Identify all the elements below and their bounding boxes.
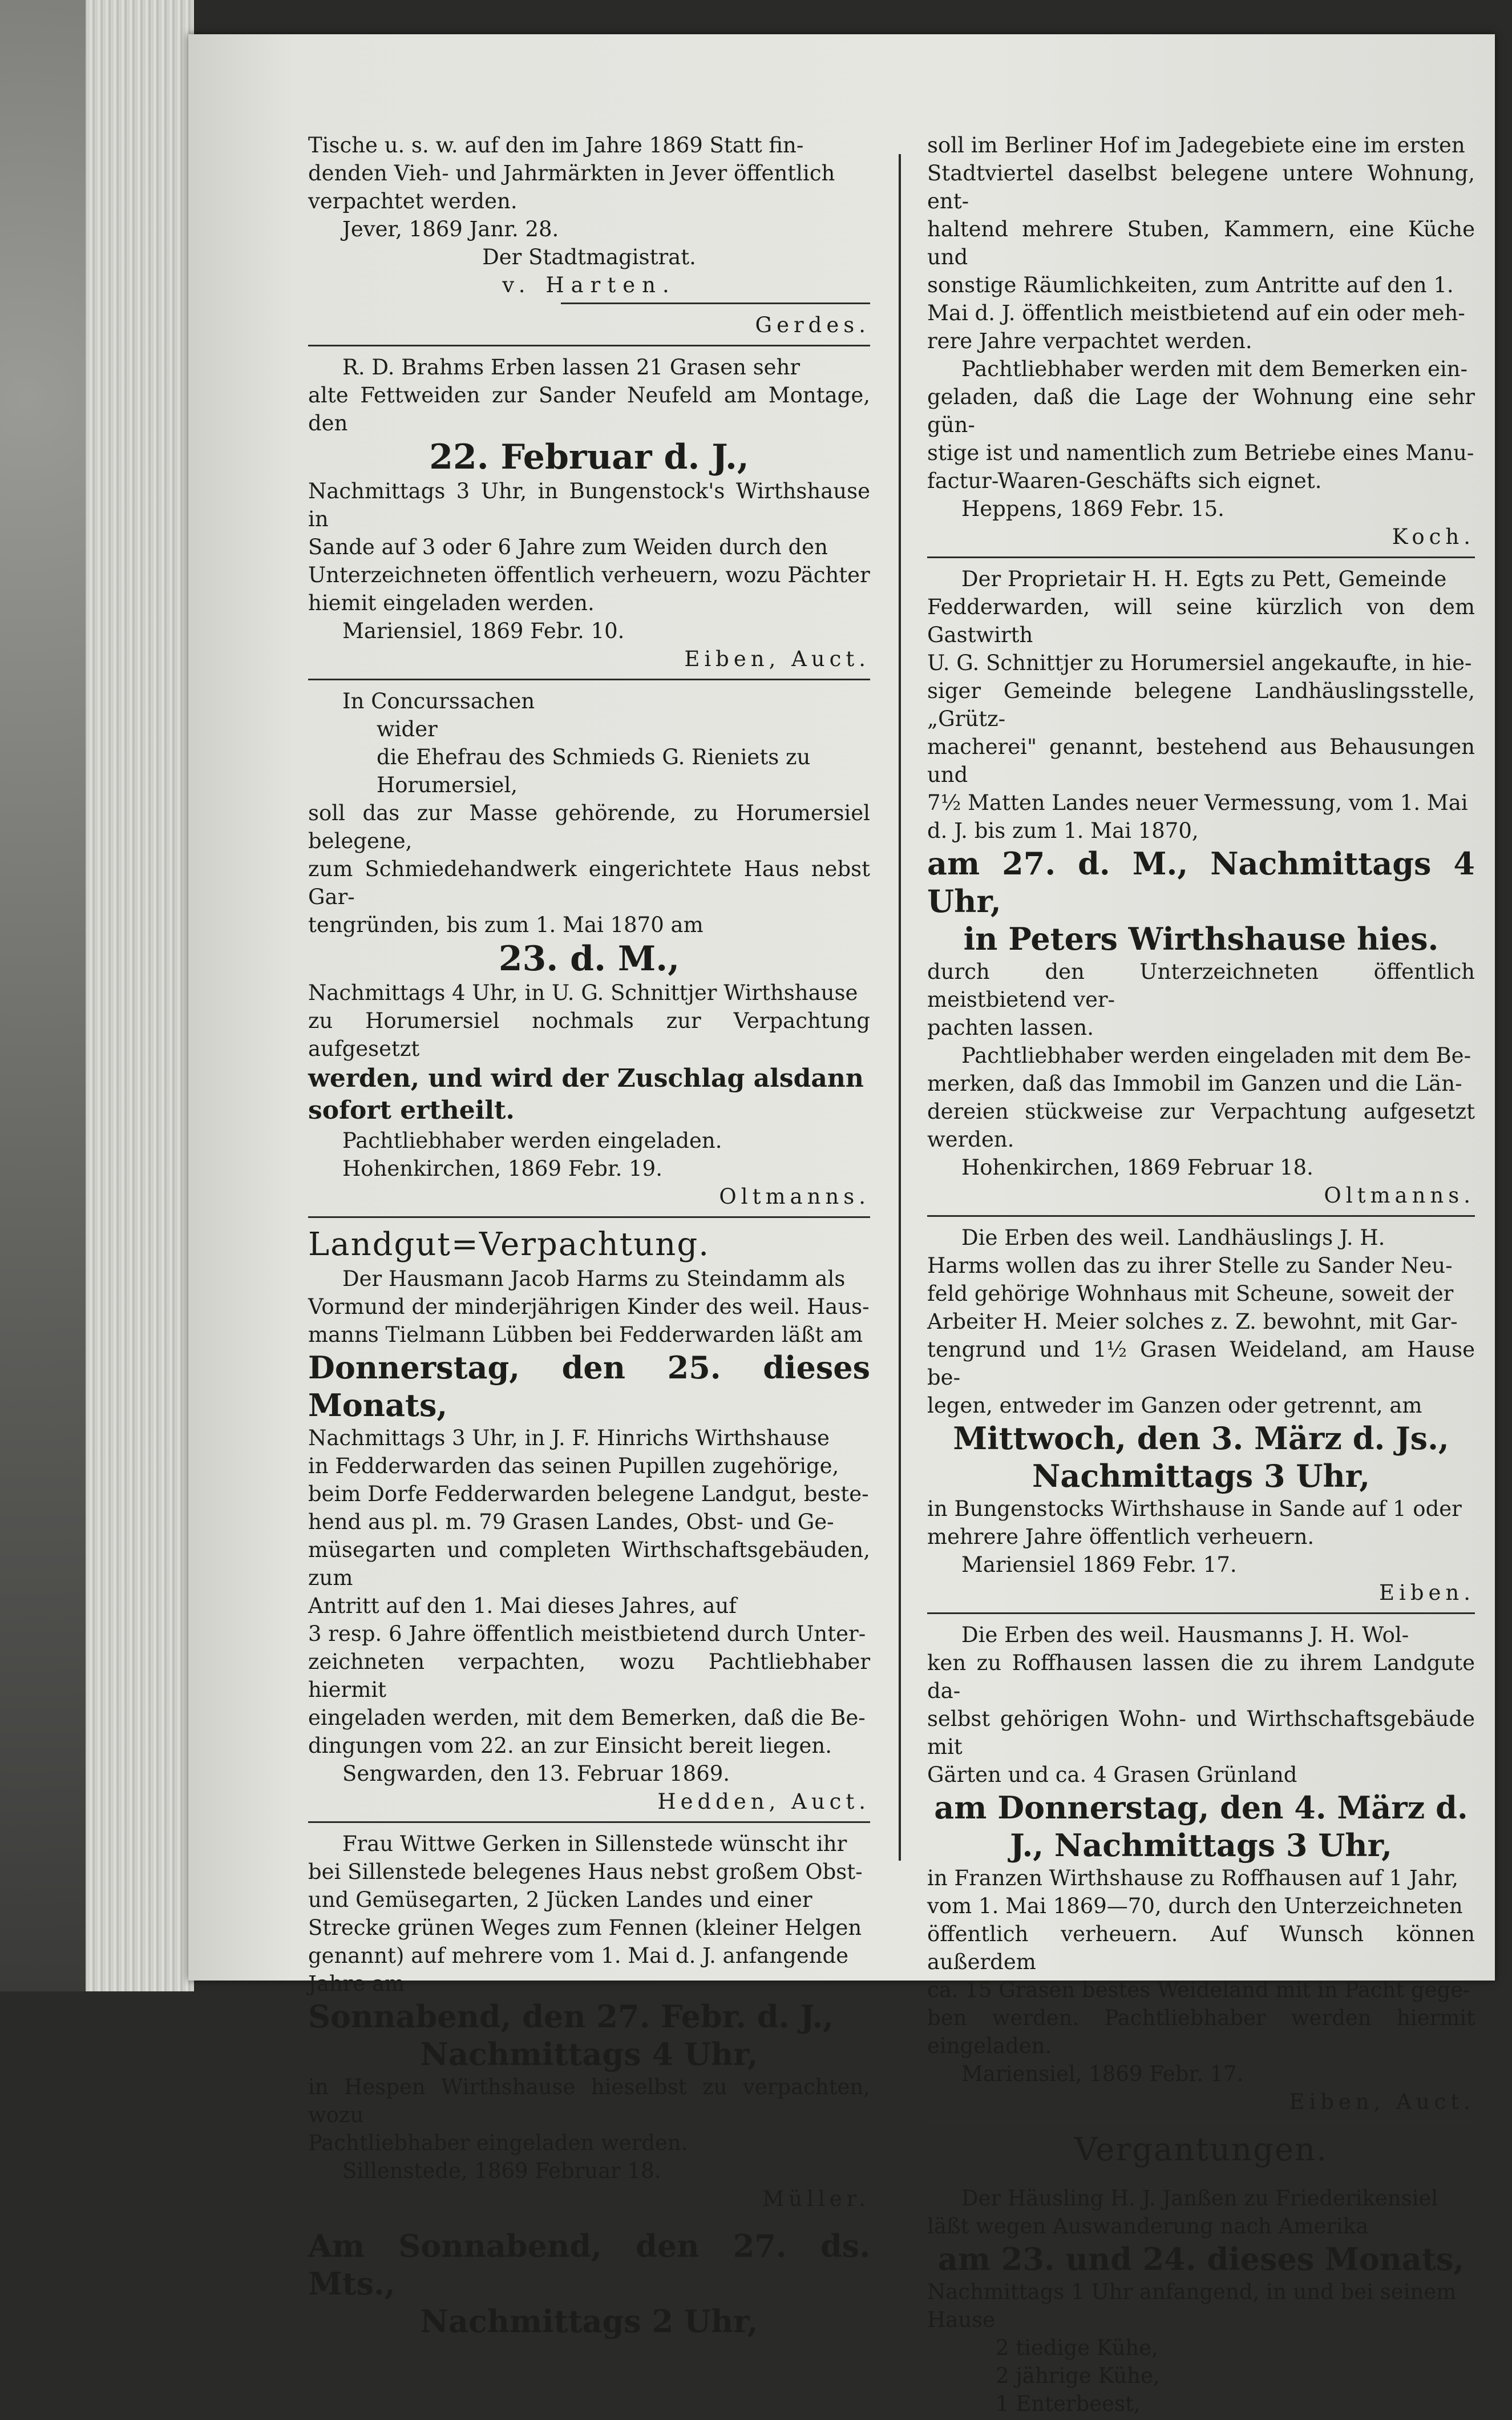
text-line: Nachmittags 3 Uhr, in Bungenstock's Wirthshause in — [308, 479, 870, 531]
text-line: verpachtet werden. — [308, 189, 518, 213]
text-line: in Fedderwarden das seinen Pupillen zugehörige, — [308, 1454, 839, 1478]
notice-signature: Gerdes. — [755, 313, 870, 337]
text-line: Der Hausmann Jacob Harms zu Steindamm als — [342, 1267, 846, 1291]
text-line: Mai d. J. öffentlich meistbietend auf ein oder meh- — [927, 301, 1465, 325]
notice-date: Mariensiel, 1869 Febr. 10. — [342, 619, 625, 643]
notice-concurs-rieniets — [308, 687, 870, 1211]
text-line: in Bungenstocks Wirthshause in Sande auf 1 oder — [927, 1497, 1462, 1521]
title-rule — [960, 2176, 1442, 2177]
list-item: 2 jährige Kühe, — [996, 2363, 1160, 2388]
text-line: Unterzeichneten öffentlich verheuern, wozu Pächter — [308, 563, 870, 587]
text-line: vom 1. Mai 1869—70, durch den Unterzeichneten — [927, 1894, 1463, 1918]
text-line: feld gehörige Wohnhaus mit Scheune, soweit der — [927, 1281, 1454, 1306]
notice-date: Hohenkirchen, 1869 Febr. 19. — [342, 1156, 662, 1181]
text-line: zu Horumersiel nochmals zur Verpachtung aufgesetzt — [308, 1009, 870, 1061]
text-line: denden Vieh- und Jahrmärkten in Jever öffentlich — [308, 161, 835, 185]
notice-date: Heppens, 1869 Febr. 15. — [961, 497, 1224, 521]
book-cover-edge — [0, 0, 86, 1991]
text-line: 3 resp. 6 Jahre öffentlich meistbietend durch Unter- — [308, 1622, 866, 1646]
text-line: Antritt auf den 1. Mai dieses Jahres, auf — [308, 1594, 737, 1618]
text-line: zum Schmiedehandwerk eingerichtete Haus nebst Gar- — [308, 857, 870, 909]
text-line: hiemit eingeladen werden. — [308, 591, 595, 615]
headline-date: am 27. d. M., Nachmittags 4 Uhr, — [927, 845, 1475, 919]
separator — [927, 1612, 1475, 1614]
text-line: hend aus pl. m. 79 Grasen Landes, Obst- und Ge- — [308, 1510, 834, 1534]
text-line: genannt) auf mehrere vom 1. Mai d. J. anfangende — [308, 1943, 849, 1968]
headline-date: am Donnerstag, den 4. März d. — [934, 1789, 1468, 1826]
text-line: ben werden. Pachtliebhaber werden hiermit eingeladen. — [927, 2006, 1475, 2058]
notice-egts-pett — [927, 565, 1475, 1209]
text-line: eingeladen werden, mit dem Bemerken, daß die Be- — [308, 1705, 866, 1730]
text-line: Vormund der minderjährigen Kinder des weil. Haus- — [308, 1294, 870, 1319]
notice-signature: Müller. — [762, 2187, 870, 2211]
text-line: beim Dorfe Fedderwarden belegene Landgut, beste- — [308, 1482, 869, 1506]
headline-time: Nachmittags 3 Uhr, — [1032, 1458, 1370, 1494]
text-line: bei Sillenstede belegenes Haus nebst großem Obst- — [308, 1860, 863, 1884]
text-line: ca. 15 Grasen bestes Weideland mit in Pacht gege- — [927, 1978, 1470, 2002]
notice-harms-erben — [927, 1224, 1475, 1607]
list-item: 2 tiedige Kühe, — [996, 2336, 1158, 2360]
headline-time: J., Nachmittags 3 Uhr, — [1010, 1827, 1392, 1864]
text-line: soll im Berliner Hof im Jadegebiete eine im ersten — [927, 133, 1465, 158]
notice-wittwe-gerken — [308, 1830, 870, 2213]
text-line: R. D. Brahms Erben lassen 21 Grasen sehr — [342, 355, 801, 380]
notice-authority: Der Stadtmagistrat. — [482, 245, 696, 269]
section-title: Vergantungen. — [1074, 2131, 1328, 2168]
text-line: stige ist und namentlich zum Betriebe eines Manu- — [927, 441, 1474, 465]
text-line: Pachtliebhaber werden eingeladen mit dem Be- — [961, 1043, 1471, 1068]
text-line: sonstige Räumlichkeiten, zum Antritte auf den 1. — [927, 273, 1454, 297]
text-line: alte Fettweiden zur Sander Neufeld am Montage, den — [308, 383, 870, 435]
text-line: Sande auf 3 oder 6 Jahre zum Weiden durch den — [308, 535, 828, 559]
notice-signature: Eiben, Auct. — [1289, 2090, 1475, 2114]
left-column — [308, 131, 870, 2342]
headline-time: Nachmittags 4 Uhr, — [420, 2036, 758, 2072]
text-line: d. J. bis zum 1. Mai 1870, — [927, 818, 1199, 843]
separator — [927, 2121, 1475, 2123]
text-line: tengrund und 1½ Grasen Weideland, am Hause be- — [927, 1337, 1475, 1390]
notice-signature: Eiben, Auct. — [684, 647, 870, 671]
separator — [308, 1216, 870, 1218]
headline-place: in Peters Wirthshause hies. — [963, 921, 1439, 957]
text-line: Pachtliebhaber eingeladen werden. — [308, 2131, 688, 2155]
text-line: Horumersiel, — [377, 773, 518, 797]
text-line: manns Tielmann Lübben bei Fedderwarden läßt am — [308, 1322, 863, 1347]
separator — [927, 556, 1475, 558]
text-line: 7½ Matten Landes neuer Vermessung, vom 1. Mai — [927, 790, 1468, 815]
notice-signature: Oltmanns. — [1324, 1183, 1475, 1208]
text-line: Stadtviertel daselbst belegene untere Wohnung, ent- — [927, 161, 1475, 213]
notice-date: Mariensiel, 1869 Febr. 17. — [961, 2062, 1244, 2086]
notice-signature: Eiben. — [1378, 1580, 1475, 1605]
text-line: Nachmittags 3 Uhr, in J. F. Hinrichs Wirthshause — [308, 1426, 830, 1450]
headline-time: Nachmittags 2 Uhr, — [420, 2303, 758, 2340]
notice-date: Jever, 1869 Janr. 28. — [342, 217, 559, 241]
text-line: dingungen vom 22. an zur Einsicht bereit liegen. — [308, 1733, 832, 1758]
text-line: rere Jahre verpachtet werden. — [927, 329, 1252, 353]
list-item: 1 Enterbeest, — [996, 2391, 1141, 2416]
text-line: Harms wollen das zu ihrer Stelle zu Sander Neu- — [927, 1253, 1453, 1278]
text-line-bold: werden, und wird der Zuschlag alsdann — [308, 1064, 864, 1093]
text-line: und Gemüsegarten, 2 Jücken Landes und einer — [308, 1887, 812, 1912]
notice-jever-markets — [308, 131, 870, 339]
notice-landgut-verpachtung — [308, 1225, 870, 1816]
text-line-bold: sofort ertheilt. — [308, 1096, 515, 1125]
headline-date: am 23. und 24. dieses Monats, — [937, 2241, 1465, 2277]
text-line: Pachtliebhaber werden mit dem Bemerken ein- — [961, 357, 1468, 381]
separator — [308, 679, 870, 680]
notice-wolken-erben — [927, 1621, 1475, 2116]
notice-berliner-hof — [927, 131, 1475, 551]
text-line: selbst gehörigen Wohn- und Wirthschaftsgebäude mit — [927, 1707, 1475, 1759]
headline-date: Donnerstag, den 25. dieses Monats, — [308, 1349, 870, 1423]
notice-date: Sengwarden, den 13. Februar 1869. — [342, 1761, 730, 1786]
separator — [308, 1821, 870, 1823]
text-line: Nachmittags 4 Uhr, in U. G. Schnittjer Wirthshause — [308, 981, 858, 1005]
right-column — [927, 131, 1475, 2420]
text-line: Nachmittags 1 Uhr anfangend, in und bei seinem — [927, 2280, 1457, 2304]
text-line: U. G. Schnittjer zu Horumersiel angekaufte, in hie- — [927, 651, 1472, 675]
separator — [308, 2219, 870, 2220]
headline-date: 23. d. M., — [498, 939, 680, 979]
text-line: tengründen, bis zum 1. Mai 1870 am — [308, 913, 704, 937]
text-line: dereien stückweise zur Verpachtung aufgesetzt werden. — [927, 1099, 1475, 1152]
notice-signature: Hedden, Auct. — [657, 1789, 870, 1814]
text-line: legen, entweder im Ganzen oder getrennt, am — [927, 1393, 1422, 1418]
text-line: Die Erben des weil. Landhäuslings J. H. — [961, 1225, 1385, 1250]
separator — [927, 1215, 1475, 1217]
text-line: wider — [377, 717, 438, 741]
notice-vergantungen — [927, 2130, 1475, 2418]
text-line: Der Proprietair H. H. Egts zu Pett, Gemeinde — [961, 567, 1447, 591]
text-line: pachten lassen. — [927, 1015, 1094, 1040]
notice-date: Hohenkirchen, 1869 Februar 18. — [961, 1155, 1313, 1180]
text-line: Gärten und ca. 4 Grasen Grünland — [927, 1762, 1297, 1787]
text-line: mehrere Jahre öffentlich verheuern. — [927, 1524, 1315, 1549]
notice-title: Landgut=Verpachtung. — [308, 1226, 710, 1263]
text-line: Der Häusling H. J. Janßen zu Friederikensiel — [961, 2186, 1438, 2211]
headline-date: Sonnabend, den 27. Febr. d. J., — [308, 1998, 834, 2035]
text-line: Hause — [927, 2308, 996, 2332]
notice-signature: v. Harten. — [502, 273, 676, 297]
text-line: In Concurssachen — [342, 689, 535, 713]
text-line: Arbeiter H. Meier solches z. Z. bewohnt, mit Gar- — [927, 1309, 1458, 1334]
text-line: factur-Waaren-Geschäfts sich eignet. — [927, 469, 1322, 493]
text-line: Fedderwarden, will seine kürzlich von dem Gastwirth — [927, 595, 1475, 647]
text-line: haltend mehrere Stuben, Kammern, eine Küche und — [927, 217, 1475, 269]
signature-rule — [561, 302, 870, 304]
text-line: die Ehefrau des Schmieds G. Rieniets zu — [377, 745, 811, 769]
notice-signature: Koch. — [1392, 525, 1475, 549]
text-line: Strecke grünen Weges zum Fennen (kleiner Helgen — [308, 1915, 862, 1940]
text-line: Frau Wittwe Gerken in Sillenstede wünscht ihr — [342, 1832, 847, 1856]
headline-date: 22. Februar d. J., — [429, 437, 749, 477]
text-line: durch den Unterzeichneten öffentlich meistbietend ver- — [927, 959, 1475, 1012]
notice-brahms-erben — [308, 353, 870, 673]
notice-signature: Oltmanns. — [719, 1184, 870, 1209]
text-line: in Hespen Wirthshause hieselbst zu verpachten, wozu — [308, 2075, 870, 2127]
text-line: macherei" genannt, bestehend aus Behausungen und — [927, 735, 1475, 787]
text-line: in Franzen Wirthshause zu Roffhausen auf 1 Jahr, — [927, 1866, 1459, 1890]
notice-date: Sillenstede, 1869 Februar 18. — [342, 2159, 661, 2183]
text-line: Jahre am — [308, 1971, 405, 1996]
notice-date: Mariensiel 1869 Febr. 17. — [961, 1552, 1237, 1577]
text-line: siger Gemeinde belegene Landhäuslingsstelle, „Grütz- — [927, 679, 1475, 731]
text-line: merken, daß das Immobil im Ganzen und die Län- — [927, 1071, 1462, 1096]
text-line: ken zu Roffhausen lassen die zu ihrem Landgute da- — [927, 1651, 1475, 1703]
headline-date: Am Sonnabend, den 27. ds. Mts., — [308, 2228, 870, 2302]
text-line: Pachtliebhaber werden eingeladen. — [342, 1128, 722, 1153]
text-line: öffentlich verheuern. Auf Wunsch können außerdem — [927, 1922, 1475, 1974]
text-line: soll das zur Masse gehörende, zu Horumersiel belegene, — [308, 801, 870, 853]
column-divider — [899, 154, 901, 1861]
separator — [308, 345, 870, 346]
text-line: zeichneten verpachten, wozu Pachtliebhaber hiermit — [308, 1649, 870, 1702]
headline-date: Mittwoch, den 3. März d. Js., — [953, 1420, 1449, 1457]
text-line: müsegarten und completen Wirthschaftsgebäuden, zum — [308, 1538, 870, 1590]
text-line: geladen, daß die Lage der Wohnung eine sehr gün- — [927, 385, 1475, 437]
notice-sonnabend — [308, 2227, 870, 2340]
text-line: Tische u. s. w. auf den im Jahre 1869 Statt fin- — [308, 133, 804, 158]
text-line: Die Erben des weil. Hausmanns J. H. Wol- — [961, 1623, 1409, 1647]
text-line: läßt wegen Auswanderung nach Amerika — [927, 2214, 1369, 2238]
